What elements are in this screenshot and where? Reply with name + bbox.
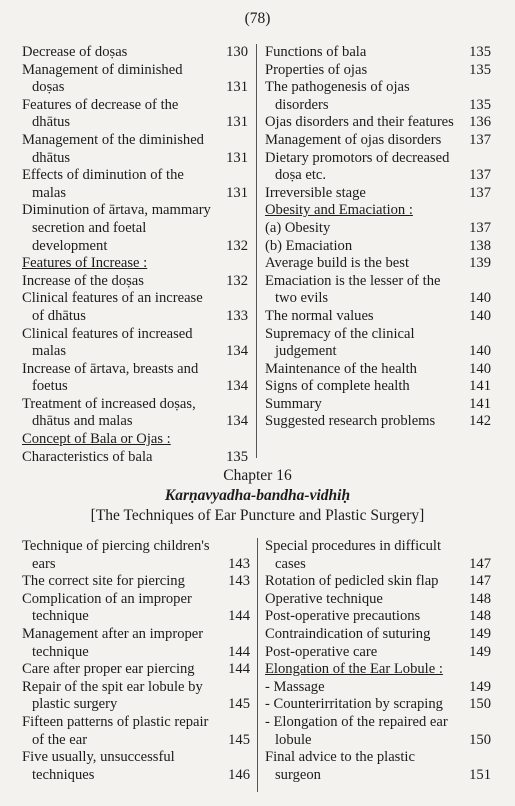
toc-entry bbox=[265, 132, 491, 150]
toc-entry-title: Functions of bala bbox=[265, 44, 367, 60]
toc-entry-page: 140 bbox=[469, 360, 491, 377]
column-divider-bottom bbox=[257, 538, 258, 792]
toc-entry-page: 149 bbox=[469, 643, 491, 660]
toc-entry-title: Supremacy of the clinical judgement bbox=[265, 325, 415, 360]
toc-entry-title: Concept of Bala or Ojas : bbox=[22, 431, 171, 448]
toc-entry-title: The normal values bbox=[265, 307, 374, 324]
toc-entry bbox=[265, 361, 491, 379]
toc-entry bbox=[265, 378, 491, 396]
toc-entry-title: Features of Increase : bbox=[22, 255, 148, 272]
toc-entry-title: Final advice to the plastic surgeon bbox=[265, 749, 415, 783]
toc-entry-page: 137 bbox=[469, 167, 491, 184]
toc-entry bbox=[265, 185, 491, 203]
toc-entry-page: 133 bbox=[226, 307, 248, 324]
toc-entry bbox=[265, 326, 491, 361]
toc-entry-title: Average build is the best bbox=[265, 255, 410, 272]
toc-entry-title: Operative technique bbox=[265, 590, 383, 607]
toc-entry bbox=[22, 361, 248, 396]
toc-entry bbox=[265, 696, 491, 714]
toc-entry-title: Effects of diminution of the malas bbox=[22, 167, 184, 201]
toc-entry-title: Maintenance of the health bbox=[265, 360, 417, 377]
toc-entry bbox=[265, 62, 491, 80]
toc-entry-page: 149 bbox=[469, 678, 491, 695]
toc-entry-title: Emaciation is the lesser of the two evils bbox=[265, 272, 441, 307]
toc-entry-title: Repair of the spit ear lobule by plastic surgery bbox=[22, 678, 203, 713]
toc-entry bbox=[265, 573, 491, 591]
toc-entry bbox=[22, 290, 248, 325]
toc-entry-page: 150 bbox=[469, 696, 491, 713]
toc-entry-page: 132 bbox=[226, 237, 248, 254]
toc-entry-title: Post-operative care bbox=[265, 643, 378, 660]
toc-entry bbox=[265, 591, 491, 609]
toc-entry-title: (b) Emaciation bbox=[265, 237, 353, 254]
toc-entry bbox=[22, 273, 248, 291]
toc-entry-page: 134 bbox=[226, 413, 248, 430]
toc-column-bottom-left bbox=[22, 538, 250, 784]
toc-entry-page: 144 bbox=[228, 643, 250, 660]
toc-entry-title: Properties of ojas bbox=[265, 61, 368, 78]
toc-section-heading bbox=[22, 431, 248, 449]
toc-entry bbox=[265, 308, 491, 326]
toc-entry bbox=[22, 62, 248, 97]
toc-entry-title: Post-operative precautions bbox=[265, 608, 421, 625]
toc-entry-title: Increase of the doṣas bbox=[22, 272, 144, 289]
toc-entry bbox=[265, 150, 491, 185]
toc-entry-title: Complication of an improper technique bbox=[22, 590, 192, 625]
toc-entry-page: 144 bbox=[228, 661, 250, 678]
chapter-subtitle: [The Techniques of Ear Puncture and Plastic Surgery] bbox=[90, 507, 425, 524]
toc-entry-page: 131 bbox=[226, 114, 248, 131]
toc-entry-page: 137 bbox=[469, 184, 491, 201]
toc-entry-title: - Elongation of the repaired ear lobule bbox=[265, 713, 448, 748]
chapter-title: Karṇavyadha-bandha-vidhiḥ bbox=[164, 487, 351, 504]
toc-entry bbox=[265, 220, 491, 238]
toc-entry bbox=[22, 44, 248, 62]
toc-entry bbox=[22, 538, 250, 573]
toc-entry-title: The correct site for piercing bbox=[22, 573, 185, 590]
toc-entry bbox=[265, 608, 491, 626]
toc-entry bbox=[22, 573, 250, 591]
column-divider-top bbox=[256, 44, 257, 458]
toc-entry-page: 140 bbox=[469, 307, 491, 324]
toc-entry-title: Obesity and Emaciation : bbox=[265, 202, 413, 219]
toc-section-heading bbox=[265, 202, 491, 220]
toc-entry bbox=[265, 749, 491, 784]
toc-entry-title: Care after proper ear piercing bbox=[22, 661, 195, 678]
toc-entry bbox=[22, 97, 248, 132]
toc-entry-title: Increase of ārtava, breasts and foetus bbox=[22, 360, 199, 395]
toc-entry-page: 149 bbox=[469, 625, 491, 642]
toc-entry-page: 130 bbox=[226, 44, 248, 60]
toc-entry-title: Signs of complete health bbox=[265, 378, 410, 395]
toc-entry-title: Management after an improper technique bbox=[22, 625, 204, 660]
toc-column-bottom-right bbox=[265, 538, 491, 784]
toc-entry bbox=[22, 714, 250, 749]
toc-entry-page: 136 bbox=[469, 114, 491, 131]
toc-entry bbox=[22, 679, 250, 714]
toc-entry-page: 131 bbox=[226, 149, 248, 166]
chapter-number: Chapter 16 bbox=[223, 467, 292, 484]
toc-entry-page: 141 bbox=[469, 395, 491, 412]
toc-entry-page: 132 bbox=[226, 272, 248, 289]
toc-entry-page: 134 bbox=[226, 343, 248, 360]
toc-entry-title: Suggested research problems bbox=[265, 413, 436, 430]
toc-entry-page: 148 bbox=[469, 608, 491, 625]
toc-entry-title: Clinical features of increased malas bbox=[22, 325, 193, 360]
toc-entry-page: 148 bbox=[469, 590, 491, 607]
toc-entry-page: 143 bbox=[228, 573, 250, 590]
toc-entry-page: 140 bbox=[469, 290, 491, 307]
toc-entry-title: - Counterirritation by scraping bbox=[265, 696, 443, 713]
toc-entry-title: Irreversible stage bbox=[265, 184, 366, 201]
toc-entry bbox=[22, 661, 250, 679]
toc-entry-page: 137 bbox=[469, 131, 491, 148]
toc-entry-title: The pathogenesis of ojas disorders bbox=[265, 79, 410, 113]
toc-entry-title: Management of ojas disorders bbox=[265, 131, 442, 148]
toc-entry-page: 135 bbox=[469, 96, 491, 113]
toc-entry-title: Decrease of doṣas bbox=[22, 44, 128, 60]
toc-entry-title: Ojas disorders and their features bbox=[265, 114, 454, 131]
toc-entry bbox=[22, 449, 248, 467]
toc-entry-title: Contraindication of suturing bbox=[265, 625, 431, 642]
toc-entry-title: Diminution of ārtava, mammary secretion and foetal development bbox=[22, 202, 211, 254]
toc-entry-page: 150 bbox=[469, 731, 491, 748]
toc-entry-title: Characteristics of bala bbox=[22, 448, 153, 465]
toc-entry-page: 134 bbox=[226, 378, 248, 395]
toc-entry-page: 145 bbox=[228, 696, 250, 713]
toc-entry-title: Rotation of pedicled skin flap bbox=[265, 573, 439, 590]
toc-entry-page: 141 bbox=[469, 378, 491, 395]
toc-entry-title: Five usually, unsuccessful techniques bbox=[22, 749, 175, 783]
toc-entry bbox=[22, 591, 250, 626]
toc-entry bbox=[265, 114, 491, 132]
toc-entry-title: Management of diminished doṣas bbox=[22, 61, 183, 96]
toc-entry-page: 131 bbox=[226, 79, 248, 96]
toc-entry bbox=[22, 749, 250, 784]
toc-entry-page: 142 bbox=[469, 413, 491, 430]
toc-entry bbox=[265, 396, 491, 414]
toc-entry bbox=[265, 238, 491, 256]
toc-entry-page: 147 bbox=[469, 555, 491, 572]
toc-entry-title: (a) Obesity bbox=[265, 219, 331, 236]
toc-entry-title: Clinical features of an increase of dhātus bbox=[22, 290, 203, 324]
toc-column-top-left bbox=[22, 44, 248, 466]
toc-entry bbox=[22, 626, 250, 661]
toc-entry bbox=[265, 413, 491, 431]
toc-entry bbox=[265, 255, 491, 273]
toc-entry-page: 145 bbox=[228, 731, 250, 748]
toc-entry-title: Fifteen patterns of plastic repair of the ear bbox=[22, 713, 209, 748]
toc-entry-title: Features of decrease of the dhātus bbox=[22, 96, 179, 131]
toc-entry bbox=[265, 714, 491, 749]
toc-entry-page: 137 bbox=[469, 219, 491, 236]
toc-entry-page: 135 bbox=[469, 44, 491, 60]
toc-entry bbox=[22, 326, 248, 361]
toc-section-heading bbox=[22, 255, 248, 273]
toc-column-top-right bbox=[265, 44, 491, 431]
toc-entry-page: 135 bbox=[469, 61, 491, 78]
toc-entry-page: 143 bbox=[228, 555, 250, 572]
toc-entry-page: 151 bbox=[469, 766, 491, 783]
toc-entry-page: 131 bbox=[226, 184, 248, 201]
toc-entry bbox=[265, 44, 491, 62]
toc-entry bbox=[265, 79, 491, 114]
toc-entry bbox=[22, 202, 248, 255]
toc-entry-page: 140 bbox=[469, 343, 491, 360]
toc-entry-page: 146 bbox=[228, 766, 250, 783]
toc-entry bbox=[22, 396, 248, 431]
toc-entry bbox=[22, 167, 248, 202]
toc-entry bbox=[265, 626, 491, 644]
toc-entry-title: Special procedures in difficult cases bbox=[265, 538, 442, 572]
toc-entry-title: Elongation of the Ear Lobule : bbox=[265, 661, 443, 678]
toc-section-heading bbox=[265, 661, 491, 679]
toc-entry-title: Management of the diminished dhātus bbox=[22, 131, 204, 166]
toc-entry-title: Dietary promotors of decreased doṣa etc. bbox=[265, 149, 450, 184]
toc-entry bbox=[265, 644, 491, 662]
toc-entry-title: Technique of piercing children's ears bbox=[22, 538, 210, 572]
toc-entry bbox=[22, 132, 248, 167]
toc-entry bbox=[265, 538, 491, 573]
toc-entry-page: 144 bbox=[228, 608, 250, 625]
toc-entry-page: 139 bbox=[469, 255, 491, 272]
toc-entry-title: - Massage bbox=[265, 678, 325, 695]
toc-entry-title: Summary bbox=[265, 395, 322, 412]
toc-entry-title: Treatment of increased doṣas, dhātus and malas bbox=[22, 395, 196, 430]
toc-entry-page: 147 bbox=[469, 573, 491, 590]
page-number: (78) bbox=[244, 10, 271, 27]
toc-entry-page: 135 bbox=[226, 448, 248, 465]
toc-entry bbox=[265, 679, 491, 697]
toc-entry-page: 138 bbox=[469, 237, 491, 254]
toc-entry bbox=[265, 273, 491, 308]
